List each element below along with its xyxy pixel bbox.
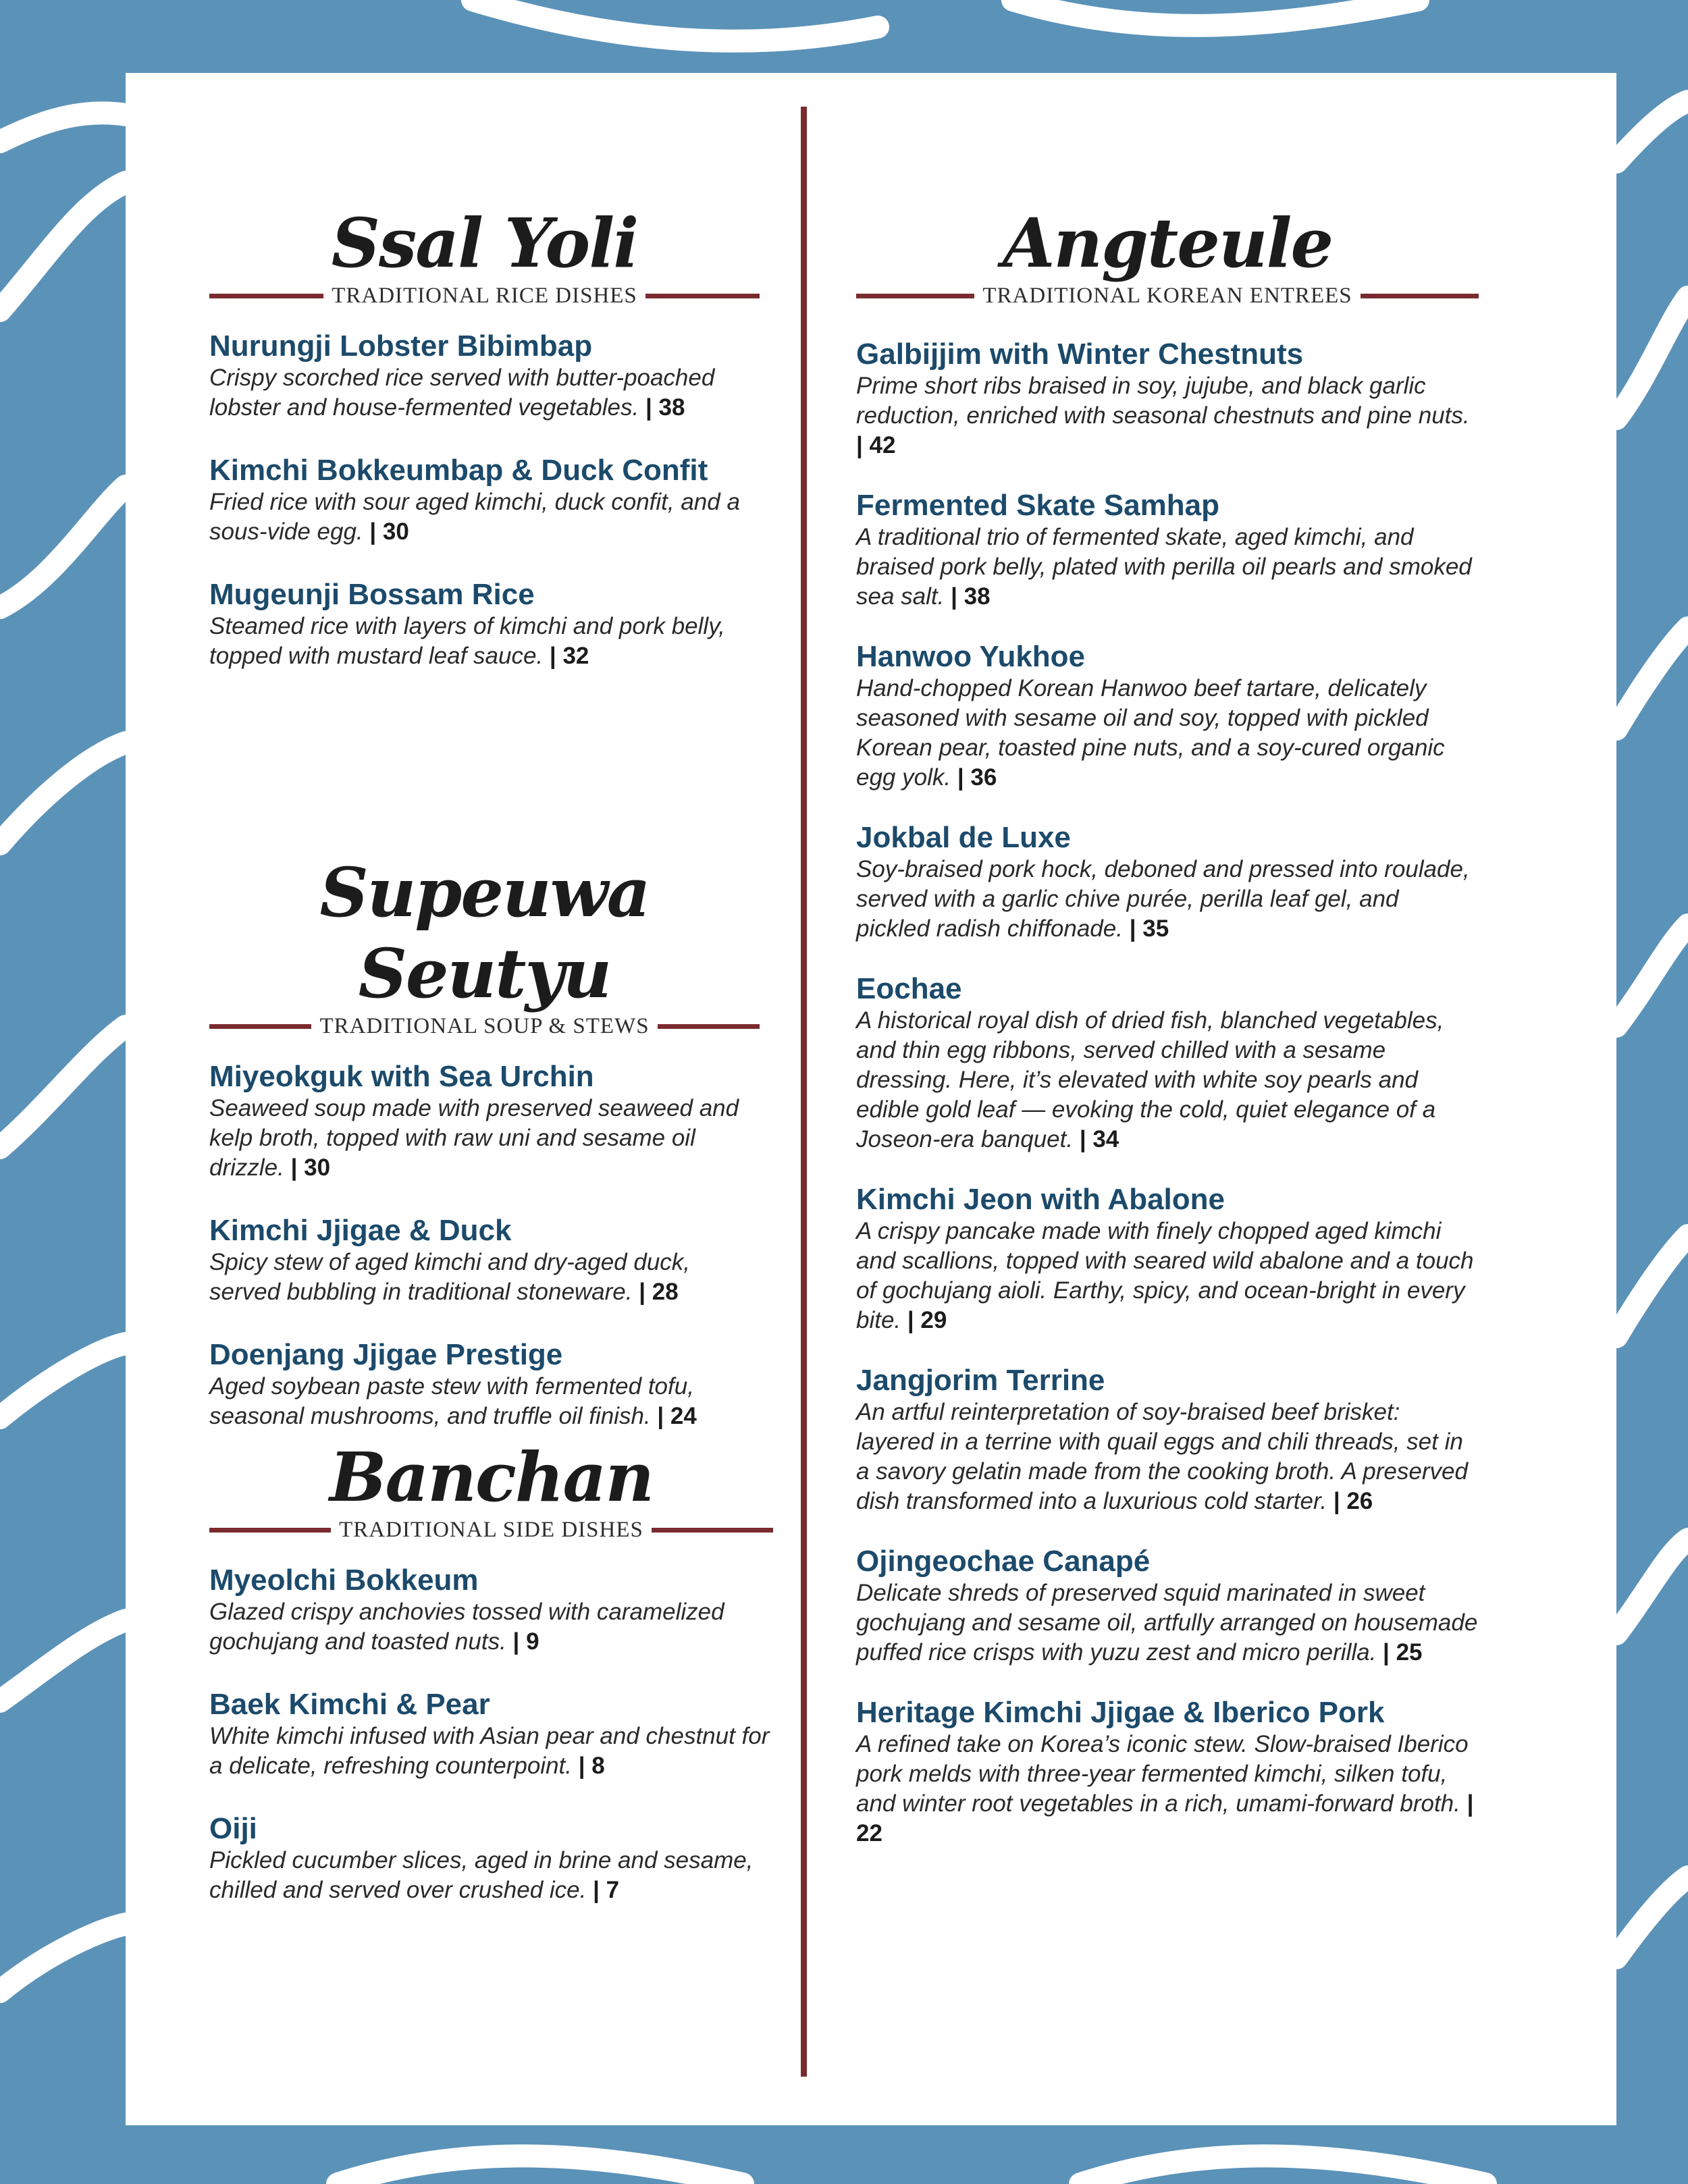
item-price: | 30 (291, 1154, 330, 1181)
item-description (209, 1722, 773, 1781)
menu-item (856, 640, 1479, 793)
item-description-text: Fried rice with sour aged kimchi, duck confit, and a sous-vide egg. (209, 489, 740, 545)
item-description-text: Glazed crispy anchovies tossed with caramelized gochujang and toasted nuts. (209, 1599, 724, 1655)
item-description-text: Prime short ribs braised in soy, jujube, and black garlic reduction, enriched with seasonal chestnuts and pine nuts. (856, 373, 1470, 429)
menu-items (209, 1564, 773, 1905)
item-description (856, 1006, 1479, 1154)
item-description-text: Steamed rice with layers of kimchi and pork belly, topped with mustard leaf sauce. (209, 613, 725, 669)
item-name: Eochae (856, 972, 962, 1005)
item-description (856, 855, 1479, 944)
item-price: | 38 (645, 394, 685, 421)
item-description (856, 1730, 1479, 1848)
item-description (209, 1597, 773, 1657)
item-description-text: Crispy scorched rice served with butter-poached lobster and house-fermented vegetables. (209, 365, 715, 421)
section-title: Supeuwa Seutyu (319, 853, 650, 1013)
section-subtitle: TRADITIONAL SIDE DISHES (339, 1517, 643, 1542)
subtitle-rule-left (856, 294, 974, 298)
item-name: Baek Kimchi & Pear (209, 1688, 490, 1721)
section-banchan (209, 1437, 773, 1936)
section-title: Banchan (329, 1437, 654, 1517)
menu-item (209, 1060, 760, 1183)
item-price: | 35 (1130, 915, 1169, 942)
menu-items (209, 329, 760, 671)
item-description-text: White kimchi infused with Asian pear and chestnut for a delicate, refreshing counterpoint. (209, 1723, 770, 1779)
section-supeuwa-seutyu (209, 852, 760, 1462)
item-price: | 28 (639, 1279, 678, 1305)
item-price: | 38 (951, 583, 990, 610)
item-name: Jangjorim Terrine (856, 1364, 1105, 1397)
section-subtitle-row (856, 281, 1479, 311)
subtitle-rule-right (1361, 294, 1479, 298)
menu-item (856, 1183, 1479, 1335)
item-price: | 26 (1334, 1488, 1373, 1514)
item-name: Myeolchi Bokkeum (209, 1564, 479, 1597)
menu-item (209, 1564, 773, 1657)
subtitle-rule-left (209, 294, 323, 298)
item-description (209, 487, 760, 547)
item-name: Miyeokguk with Sea Urchin (209, 1060, 594, 1093)
menu-item (209, 1688, 773, 1781)
section-angteule (856, 203, 1479, 1848)
item-description (209, 1094, 760, 1183)
item-name: Hanwoo Yukhoe (856, 640, 1086, 673)
menu-item (209, 1812, 773, 1905)
item-description-text: Aged soybean paste stew with fermented tofu, seasonal mushrooms, and truffle oil finish. (209, 1373, 694, 1429)
item-price: | 30 (369, 518, 408, 545)
item-name: Ojingeochae Canapé (856, 1545, 1151, 1578)
item-price: | 34 (1080, 1126, 1119, 1152)
item-name: Doenjang Jjigae Prestige (209, 1338, 563, 1371)
item-description-text: Spicy stew of aged kimchi and dry-aged duck, served bubbling in traditional stoneware. (209, 1249, 691, 1305)
item-description (209, 1248, 760, 1307)
menu-item (856, 821, 1479, 944)
item-description (856, 1217, 1479, 1335)
item-price: | 7 (593, 1877, 619, 1903)
item-description-text: Delicate shreds of preserved squid marinated in sweet gochujang and sesame oil, artfully arranged on housemade puffed rice crisps with yuzu zest and micro perilla. (856, 1580, 1478, 1666)
item-name: Fermented Skate Samhap (856, 489, 1219, 522)
section-subtitle: TRADITIONAL RICE DISHES (332, 283, 637, 308)
section-ssal-yoli (209, 203, 760, 702)
item-price: | 8 (579, 1753, 605, 1779)
item-description-text: A historical royal dish of dried fish, blanched vegetables, and thin egg ribbons, served chilled with a sesame dressing. Here, it’s elevated with white soy pearls and edible gold leaf — evoking the cold, quiet elegance of a Joseon-era banquet. (856, 1007, 1444, 1152)
item-price: | 29 (907, 1307, 947, 1333)
item-description (856, 674, 1479, 793)
item-description (209, 363, 760, 423)
item-description-text: A crispy pancake made with finely chopped aged kimchi and scallions, topped with seared wild abalone and a touch of gochujang aioli. Earthy, spicy, and ocean-bright in every bite. (856, 1218, 1474, 1333)
subtitle-rule-left (209, 1528, 331, 1533)
item-name: Oiji (209, 1812, 257, 1845)
section-title: Ssal Yoli (331, 203, 638, 283)
item-name: Kimchi Jjigae & Duck (209, 1214, 512, 1247)
item-description (209, 1372, 760, 1431)
menu-item (856, 1696, 1479, 1848)
menu-item (856, 489, 1479, 612)
item-description (856, 523, 1479, 612)
item-price: | 22 (856, 1790, 1473, 1846)
item-name: Kimchi Jeon with Abalone (856, 1183, 1225, 1216)
item-description-text: An artful reinterpretation of soy-braised beef brisket: layered in a terrine with quail eggs and chili threads, set in a savory gelatin made from the cooking broth. A preserved dish transformed into a luxurious cold starter. (856, 1399, 1468, 1514)
item-price: | 24 (657, 1403, 696, 1429)
item-description (209, 612, 760, 671)
item-description (209, 1846, 773, 1905)
item-description (856, 371, 1479, 460)
menu-item (856, 1364, 1479, 1516)
item-price: | 32 (550, 643, 589, 669)
menu-items (209, 1060, 760, 1431)
menu-item (209, 578, 760, 671)
section-subtitle: TRADITIONAL KOREAN ENTREES (982, 283, 1352, 308)
menu-item (856, 1545, 1479, 1668)
menu-item (209, 1338, 760, 1431)
item-description-text: Pickled cucumber slices, aged in brine and sesame, chilled and served over crushed ice. (209, 1847, 754, 1903)
item-description-text: Soy-braised pork hock, deboned and pressed into roulade, served with a garlic chive purée, perilla leaf gel, and pickled radish chiffonade. (856, 856, 1470, 942)
item-price: | 9 (513, 1628, 539, 1655)
item-name: Nurungji Lobster Bibimbap (209, 329, 593, 363)
item-description-text: Seaweed soup made with preserved seaweed and kelp broth, topped with raw uni and sesame oil drizzle. (209, 1095, 739, 1181)
section-subtitle-row (209, 281, 760, 311)
item-price: | 42 (856, 432, 895, 458)
subtitle-rule-right (658, 1024, 760, 1029)
item-description-text: A traditional trio of fermented skate, aged kimchi, and braised pork belly, plated with perilla oil pearls and smoked sea salt. (856, 524, 1472, 610)
item-description-text: Hand-chopped Korean Hanwoo beef tartare, delicately seasoned with sesame oil and soy, topped with pickled Korean pear, toasted pine nuts, and a soy-cured organic egg yolk. (856, 675, 1445, 791)
item-description-text: A refined take on Korea’s iconic stew. Slow-braised Iberico pork melds with three-year fermented kimchi, silken tofu, and winter root vegetables in a rich, umami-forward broth. (856, 1731, 1469, 1817)
item-description (856, 1578, 1479, 1668)
menu-items (856, 338, 1479, 1848)
column-divider (801, 107, 807, 2077)
menu-item (856, 972, 1479, 1154)
section-subtitle-row (209, 1011, 760, 1041)
item-price: | 25 (1383, 1639, 1422, 1666)
section-title: Angteule (1002, 203, 1333, 283)
item-name: Jokbal de Luxe (856, 821, 1071, 854)
menu-item (209, 454, 760, 547)
item-description (856, 1397, 1479, 1516)
menu-item (856, 338, 1479, 460)
menu-item (209, 329, 760, 423)
section-subtitle-row (209, 1515, 773, 1545)
section-subtitle: TRADITIONAL SOUP & STEWS (319, 1013, 650, 1038)
item-name: Galbijjim with Winter Chestnuts (856, 338, 1304, 371)
subtitle-rule-right (645, 294, 760, 298)
item-name: Heritage Kimchi Jjigae & Iberico Pork (856, 1696, 1385, 1729)
item-price: | 36 (957, 764, 997, 791)
item-name: Mugeunji Bossam Rice (209, 578, 535, 611)
item-name: Kimchi Bokkeumbap & Duck Confit (209, 454, 708, 487)
subtitle-rule-right (652, 1528, 773, 1533)
subtitle-rule-left (209, 1024, 311, 1029)
menu-item (209, 1214, 760, 1307)
